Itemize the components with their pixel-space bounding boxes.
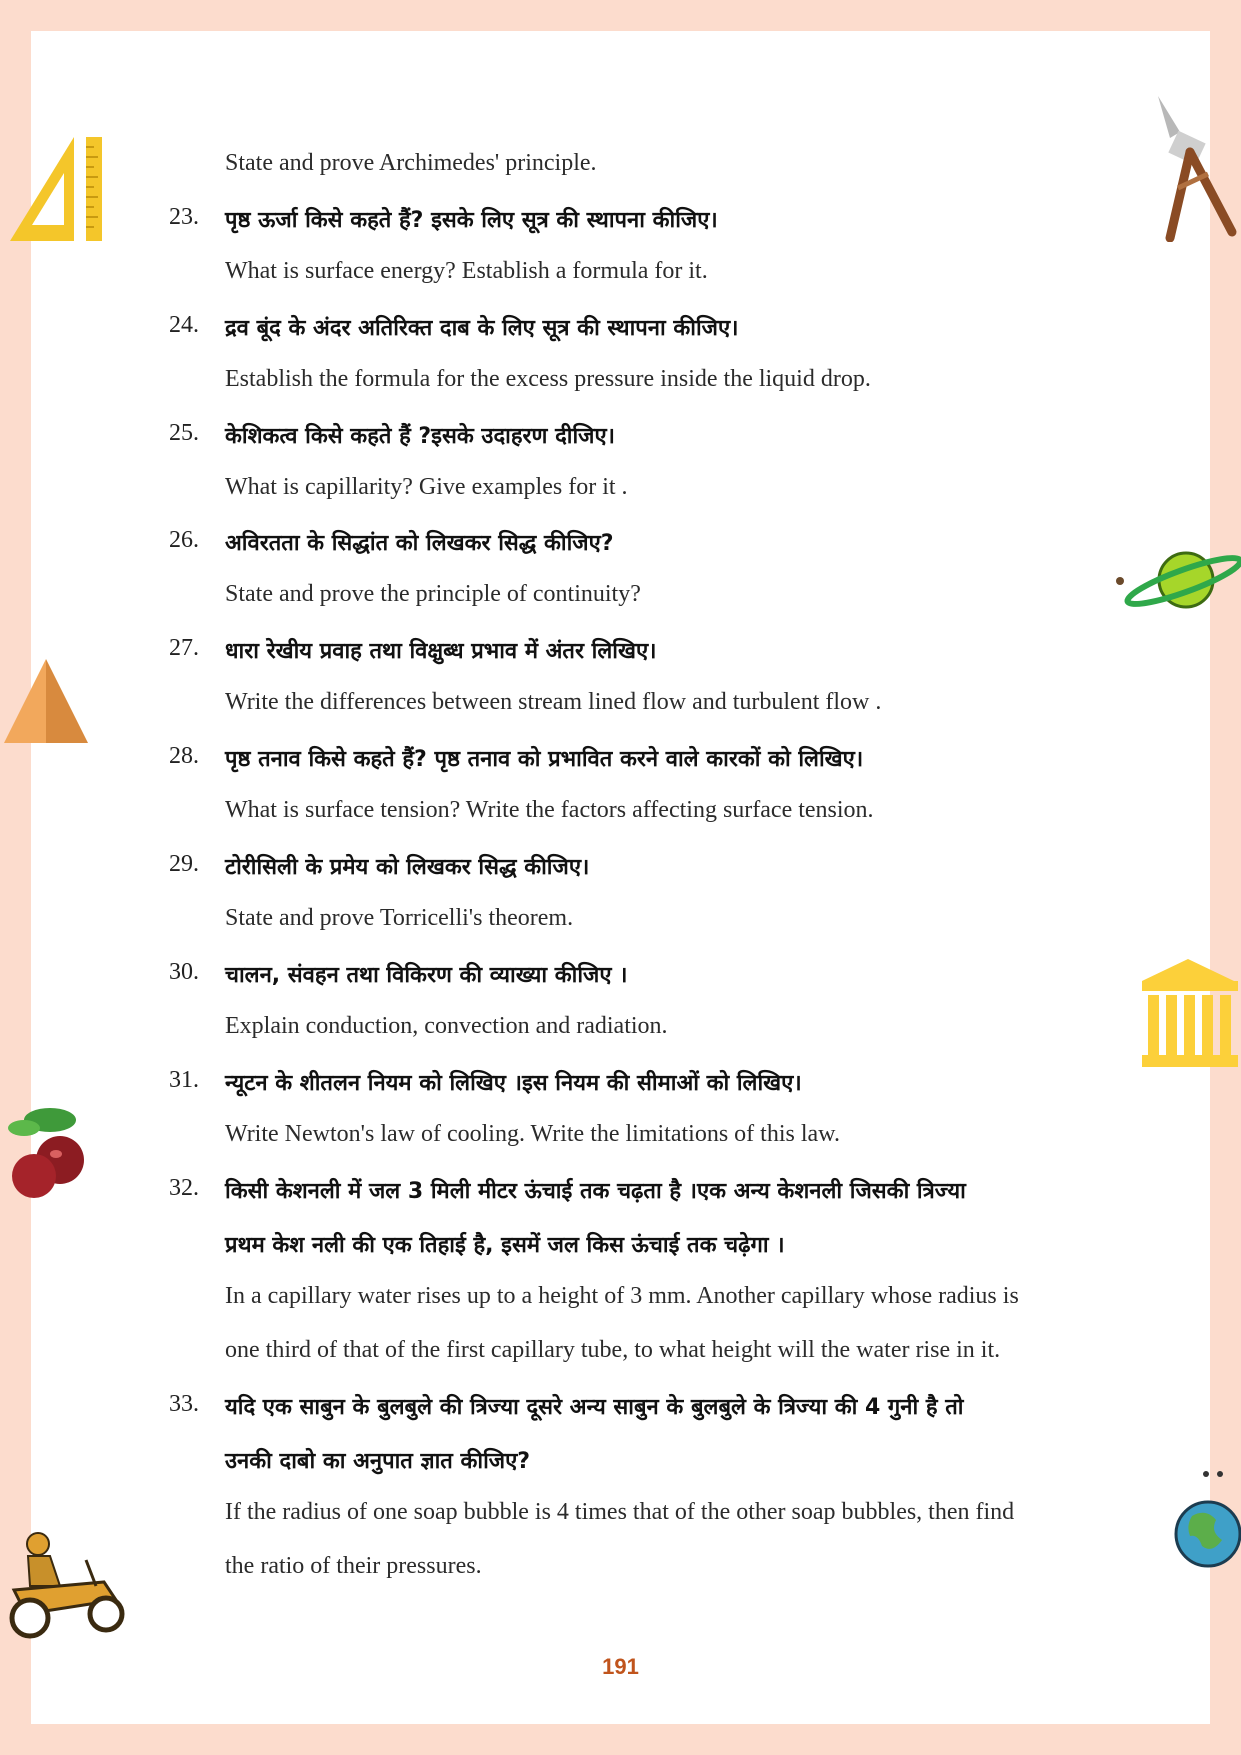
earth-globe-icon (1170, 1468, 1241, 1568)
question-number-30: 30. (169, 959, 199, 985)
question-number-29: 29. (169, 851, 199, 877)
question-number-26: 26. (169, 527, 199, 553)
set-square-ruler-icon (6, 133, 106, 245)
question-31-english: Write Newton's law of cooling. Write the limitations of this law. (225, 1121, 840, 1147)
question-27-english: Write the differences between stream lined flow and turbulent flow . (225, 689, 882, 715)
question-23-english: What is surface energy? Establish a formula for it. (225, 258, 708, 284)
question-25-english: What is capillarity? Give examples for it . (225, 474, 628, 500)
question-33-english-line-2: the ratio of their pressures. (225, 1553, 482, 1579)
page-number: 191 (602, 1654, 639, 1679)
pyramid-icon (0, 655, 92, 747)
question-32-english-line-2: one third of that of the first capillary tube, to what height will the water rise in it. (225, 1337, 1001, 1363)
question-22-english: State and prove Archimedes' principle. (225, 150, 597, 176)
question-27-hindi: धारा रेखीय प्रवाह तथा विक्षुब्ध प्रभाव में अंतर लिखिए। (225, 639, 657, 664)
question-32-hindi-line-1: किसी केशनली में जल 3 मिली मीटर ऊंचाई तक चढ़ता है ।एक अन्य केशनली जिसकी त्रिज्या (225, 1179, 966, 1204)
question-number-31: 31. (169, 1067, 199, 1093)
question-29-english: State and prove Torricelli's theorem. (225, 905, 574, 931)
question-number-23: 23. (169, 204, 199, 230)
question-number-32: 32. (169, 1175, 199, 1201)
cherries-icon (4, 1104, 92, 1204)
question-31-hindi: न्यूटन के शीतलन नियम को लिखिए ।इस नियम की सीमाओं को लिखिए। (225, 1071, 802, 1096)
question-number-33: 33. (169, 1391, 199, 1417)
question-26-hindi: अविरतता के सिद्धांत को लिखकर सिद्ध कीजिए? (225, 531, 614, 556)
question-32-english-line-1: In a capillary water rises up to a height of 3 mm. Another capillary whose radius is (225, 1283, 1019, 1309)
question-number-28: 28. (169, 743, 199, 769)
question-33-english-line-1: If the radius of one soap bubble is 4 times that of the other soap bubbles, then find (225, 1499, 1015, 1525)
question-32-hindi-line-2: प्रथम केश नली की एक तिहाई है, इसमें जल किस ऊंचाई तक चढ़ेगा । (225, 1233, 785, 1258)
question-33-hindi-line-2: उनकी दाबो का अनुपात ज्ञात कीजिए? (225, 1449, 531, 1474)
question-33-hindi-line-1: यदि एक साबुन के बुलबुले की त्रिज्या दूसरे अन्य साबुन के बुलबुले के त्रिज्या की 4 गुनी है तो (225, 1395, 964, 1420)
question-number-24: 24. (169, 312, 199, 338)
question-24-hindi: द्रव बूंद के अंदर अतिरिक्त दाब के लिए सूत्र की स्थापना कीजिए। (225, 316, 739, 341)
question-24-english: Establish the formula for the excess pressure inside the liquid drop. (225, 366, 871, 392)
question-28-hindi: पृष्ठ तनाव किसे कहते हैं? पृष्ठ तनाव को प्रभावित करने वाले कारकों को लिखिए। (225, 747, 864, 772)
drafting-compass-icon (1150, 92, 1240, 242)
question-number-25: 25. (169, 420, 199, 446)
question-30-hindi: चालन, संवहन तथा विकिरण की व्याख्या कीजिए । (225, 963, 628, 988)
question-28-english: What is surface tension? Write the factors affecting surface tension. (225, 797, 874, 823)
question-23-hindi: पृष्ठ ऊर्जा किसे कहते हैं? इसके लिए सूत्र की स्थापना कीजिए। (225, 208, 718, 233)
question-26-english: State and prove the principle of continuity? (225, 581, 641, 607)
question-29-hindi: टोरीसिली के प्रमेय को लिखकर सिद्ध कीजिए। (225, 855, 590, 880)
question-number-27: 27. (169, 635, 199, 661)
motorcycle-rider-icon (0, 1530, 130, 1645)
planet-saturn-icon (1116, 545, 1241, 615)
question-30-english: Explain conduction, convection and radiation. (225, 1013, 668, 1039)
question-25-hindi: केशिकत्व किसे कहते हैं ?इसके उदाहरण दीजिए। (225, 424, 615, 449)
temple-pillars-icon (1138, 955, 1241, 1070)
